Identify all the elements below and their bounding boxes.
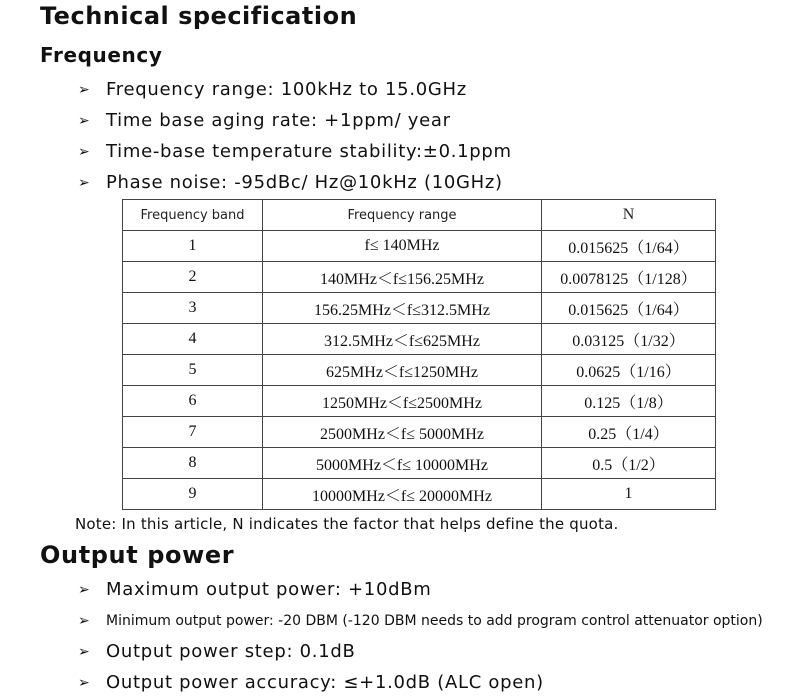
table-header-row — [123, 200, 716, 231]
bullet-text-aging-rate: Time base aging rate: +1ppm/ year — [106, 110, 451, 131]
table-row — [123, 262, 716, 293]
cell-n: 0.25（1/4） — [542, 417, 716, 448]
cell-band: 2 — [123, 262, 263, 293]
bullet-item — [78, 605, 763, 636]
bullet-item — [78, 105, 512, 136]
output-power-bullet-list — [78, 574, 763, 698]
arrow-bullet-icon: ➢ — [78, 643, 90, 660]
table-row — [123, 417, 716, 448]
section-title-frequency: Frequency — [40, 43, 163, 67]
bullet-text-temperature-stability: Time-base temperature stability:±0.1ppm — [106, 141, 512, 162]
cell-range: 140MHz＜f≤156.25MHz — [263, 262, 542, 293]
cell-band: 7 — [123, 417, 263, 448]
column-header-band: Frequency band — [123, 200, 263, 231]
cell-band: 3 — [123, 293, 263, 324]
bullet-item — [78, 136, 512, 167]
cell-n: 0.015625（1/64） — [542, 293, 716, 324]
table-row — [123, 448, 716, 479]
arrow-bullet-icon: ➢ — [78, 581, 90, 598]
cell-range: 312.5MHz＜f≤625MHz — [263, 324, 542, 355]
page-title: Technical specification — [40, 2, 358, 30]
cell-band: 9 — [123, 479, 263, 510]
cell-range: 2500MHz＜f≤ 5000MHz — [263, 417, 542, 448]
bullet-text-phase-noise: Phase noise: -95dBc/ Hz@10kHz (10GHz) — [106, 172, 503, 193]
table-row — [123, 386, 716, 417]
table-row — [123, 355, 716, 386]
arrow-bullet-icon: ➢ — [78, 143, 90, 160]
cell-n: 0.0078125（1/128） — [542, 262, 716, 293]
cell-n: 0.125（1/8） — [542, 386, 716, 417]
cell-band: 4 — [123, 324, 263, 355]
cell-range: 156.25MHz＜f≤312.5MHz — [263, 293, 542, 324]
bullet-text-power-accuracy: Output power accuracy: ≤+1.0dB (ALC open) — [106, 672, 544, 693]
cell-range: f≤ 140MHz — [263, 231, 542, 262]
section-title-output-power: Output power — [40, 541, 235, 569]
cell-band: 1 — [123, 231, 263, 262]
cell-n: 1 — [542, 479, 716, 510]
arrow-bullet-icon: ➢ — [78, 81, 90, 98]
bullet-item — [78, 667, 763, 698]
bullet-text-max-output-power: Maximum output power: +10dBm — [106, 579, 432, 600]
arrow-bullet-icon: ➢ — [78, 674, 90, 691]
table-row — [123, 479, 716, 510]
cell-n: 0.03125（1/32） — [542, 324, 716, 355]
cell-range: 5000MHz＜f≤ 10000MHz — [263, 448, 542, 479]
cell-n: 0.0625（1/16） — [542, 355, 716, 386]
column-header-n: N — [542, 200, 716, 231]
table-body — [123, 231, 716, 510]
cell-range: 1250MHz＜f≤2500MHz — [263, 386, 542, 417]
cell-n: 0.015625（1/64） — [542, 231, 716, 262]
arrow-bullet-icon: ➢ — [78, 174, 90, 191]
table-row — [123, 324, 716, 355]
bullet-text-frequency-range: Frequency range: 100kHz to 15.0GHz — [106, 79, 467, 100]
bullet-text-power-step: Output power step: 0.1dB — [106, 641, 356, 662]
bullet-item — [78, 574, 763, 605]
bullet-text-min-output-power: Minimum output power: -20 DBM (-120 DBM needs to add program control attenuator option) — [106, 612, 763, 629]
bullet-item — [78, 167, 512, 198]
frequency-bullet-list — [78, 74, 512, 198]
table-row — [123, 293, 716, 324]
arrow-bullet-icon: ➢ — [78, 612, 90, 629]
table-row — [123, 231, 716, 262]
frequency-band-table — [122, 199, 716, 510]
arrow-bullet-icon: ➢ — [78, 112, 90, 129]
table-note: Note: In this article, N indicates the factor that helps define the quota. — [75, 515, 619, 533]
cell-range: 625MHz＜f≤1250MHz — [263, 355, 542, 386]
cell-band: 5 — [123, 355, 263, 386]
bullet-item — [78, 636, 763, 667]
cell-range: 10000MHz＜f≤ 20000MHz — [263, 479, 542, 510]
cell-n: 0.5（1/2） — [542, 448, 716, 479]
bullet-item — [78, 74, 512, 105]
column-header-range: Frequency range — [263, 200, 542, 231]
cell-band: 6 — [123, 386, 263, 417]
cell-band: 8 — [123, 448, 263, 479]
